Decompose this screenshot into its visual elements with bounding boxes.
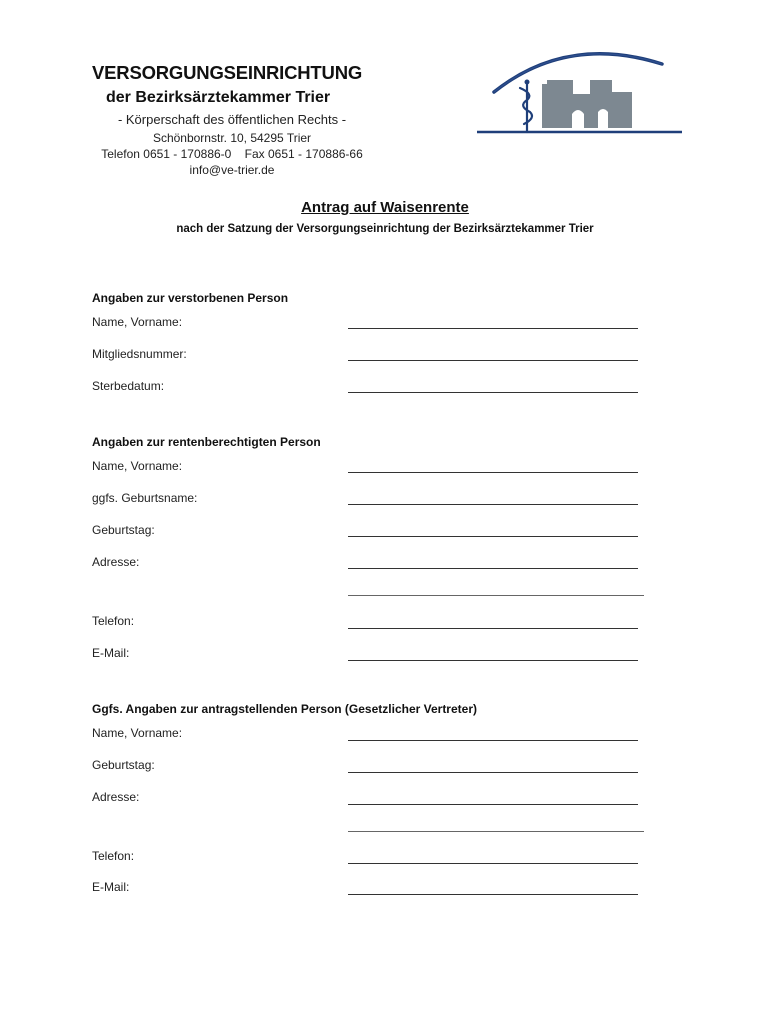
- field-label: Adresse:: [92, 790, 140, 804]
- phone-fax: Telefon 0651 - 170886-0 Fax 0651 - 170886-66: [101, 147, 363, 161]
- field-label: Geburtstag:: [92, 758, 155, 772]
- form-subtitle: nach der Satzung der Versorgungseinrichtung der Bezirksärztekammer Trier: [176, 223, 594, 235]
- field-label: Adresse:: [92, 555, 140, 569]
- email-input-line[interactable]: [348, 894, 638, 895]
- field-label: Geburtstag:: [92, 523, 155, 537]
- address-input-line[interactable]: [348, 568, 638, 569]
- field-label: E-Mail:: [92, 880, 130, 894]
- field-label: Sterbedatum:: [92, 379, 165, 393]
- organization-name: VERSORGUNGSEINRICHTUNG: [92, 62, 363, 83]
- phone-input-line[interactable]: [348, 863, 638, 864]
- section-heading-applicant: Ggfs. Angaben zur antragstellenden Person (Gesetzlicher Vertreter): [92, 702, 477, 716]
- address: Schönbornstr. 10, 54295 Trier: [152, 131, 312, 145]
- address-input-line-2[interactable]: [348, 831, 644, 832]
- field-label: Name, Vorname:: [92, 315, 183, 329]
- name-input-line[interactable]: [348, 472, 638, 473]
- field-label: E-Mail:: [92, 646, 130, 660]
- death-date-input-line[interactable]: [348, 392, 638, 393]
- field-label: Telefon:: [92, 849, 135, 863]
- section-heading-deceased: Angaben zur verstorbenen Person: [92, 291, 289, 305]
- email: info@ve-trier.de: [189, 163, 275, 177]
- name-input-line[interactable]: [348, 740, 638, 741]
- address-input-line[interactable]: [348, 804, 638, 805]
- organization-subtitle: der Bezirksärztekammer Trier: [106, 89, 331, 106]
- field-label: Mitgliedsnummer:: [92, 347, 187, 361]
- caduceus-castle-logo-icon: [472, 52, 687, 142]
- form-title: Antrag auf Waisenrente: [301, 199, 469, 216]
- field-label: Telefon:: [92, 614, 135, 628]
- section-heading-beneficiary: Angaben zur rentenberechtigten Person: [92, 435, 321, 449]
- field-label: Name, Vorname:: [92, 726, 183, 740]
- legal-form: - Körperschaft des öffentlichen Rechts -: [117, 112, 347, 127]
- birthday-input-line[interactable]: [348, 536, 638, 537]
- phone-input-line[interactable]: [348, 628, 638, 629]
- address-input-line-2[interactable]: [348, 595, 644, 596]
- member-number-input-line[interactable]: [348, 360, 638, 361]
- field-label: Name, Vorname:: [92, 459, 183, 473]
- name-input-line[interactable]: [348, 328, 638, 329]
- email-input-line[interactable]: [348, 660, 638, 661]
- birth-name-input-line[interactable]: [348, 504, 638, 505]
- field-label: ggfs. Geburtsname:: [92, 491, 198, 505]
- birthday-input-line[interactable]: [348, 772, 638, 773]
